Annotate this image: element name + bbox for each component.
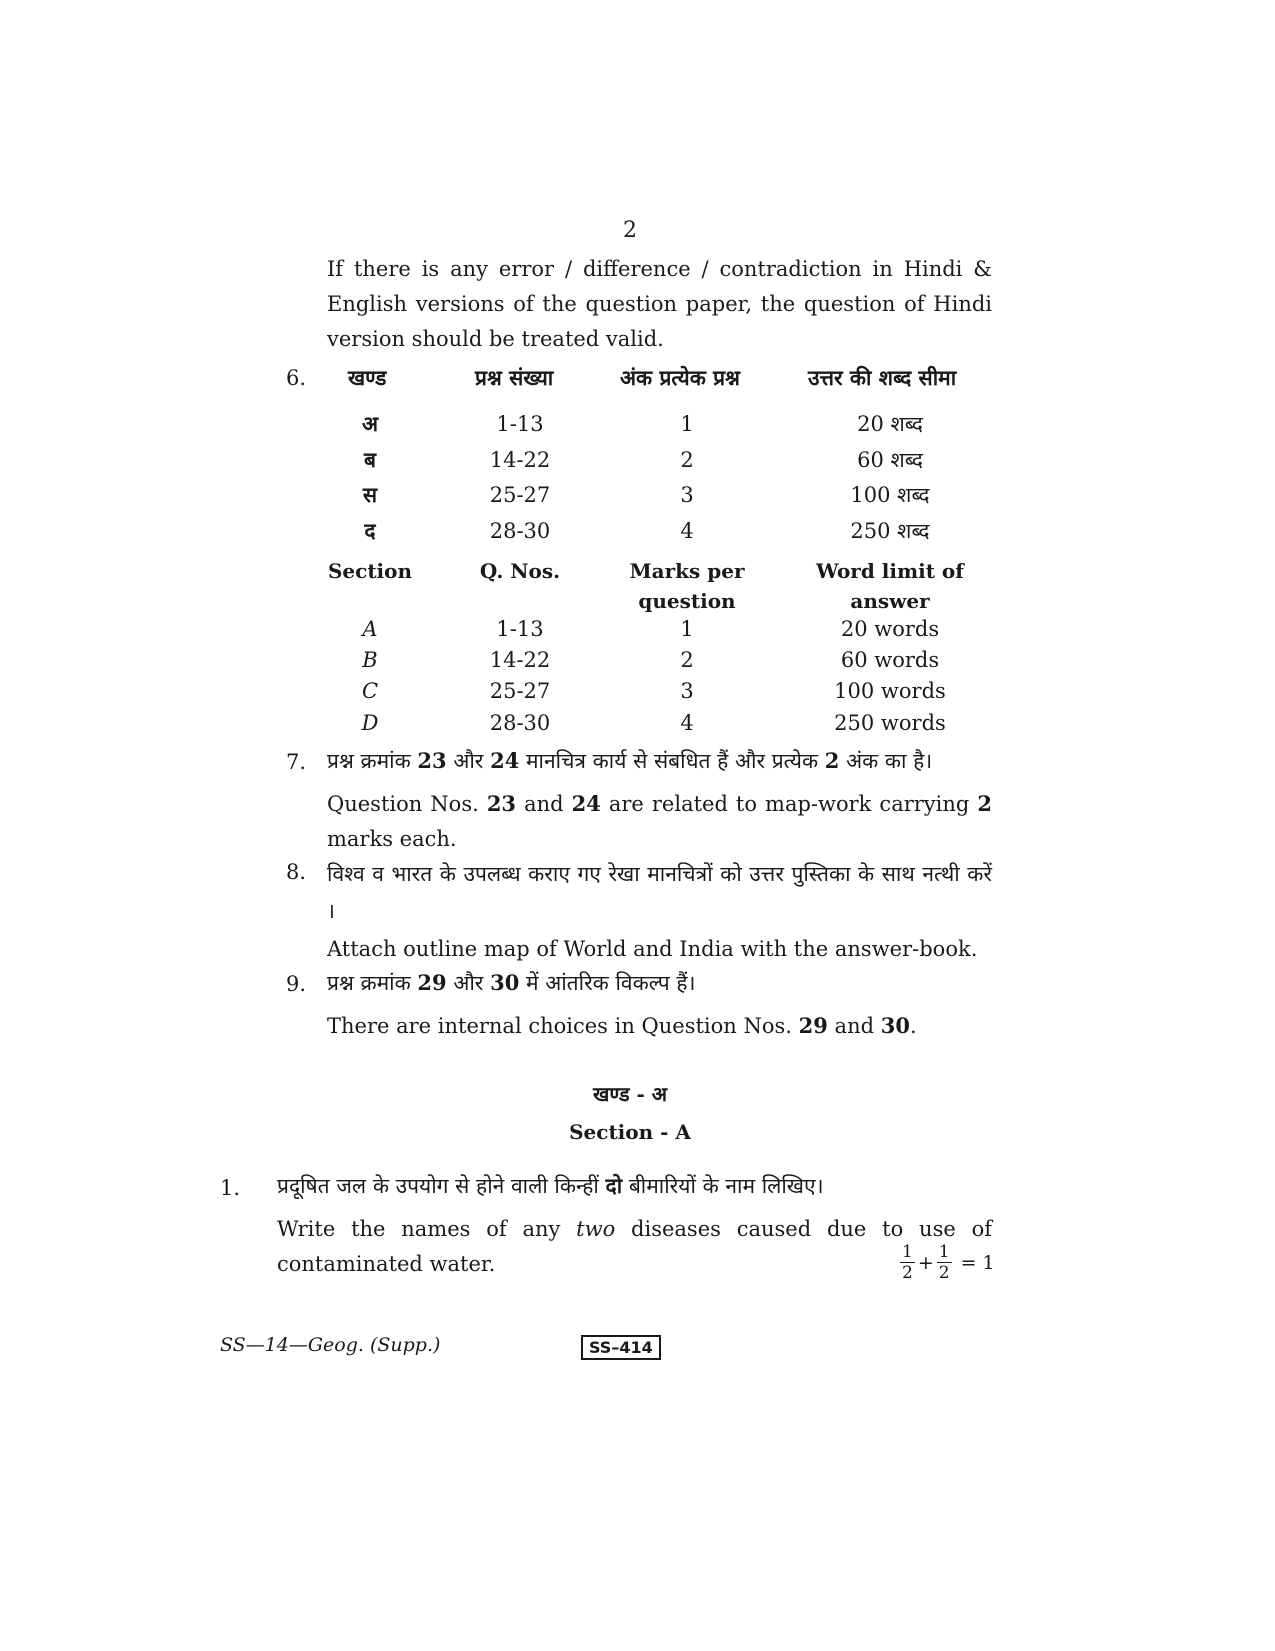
english-header-qnos: Q. Nos. xyxy=(479,559,561,583)
english-row-section: B xyxy=(362,648,378,672)
english-row-section: D xyxy=(361,711,379,735)
instruction-8-english: Attach outline map of World and India with the answer-book. xyxy=(327,937,978,961)
instruction-9-english: There are internal choices in Question Nos. 29 and 30. xyxy=(327,1013,917,1038)
half-fraction: $\frac{1}{2}$ xyxy=(902,1242,913,1283)
hindi-row-section: द xyxy=(364,518,376,543)
instruction-6-number: 6. xyxy=(286,366,307,390)
question-1-english: Write the names of any two diseases caused due to use of contaminated water. xyxy=(277,1217,992,1276)
footer-paper-code: SS–414 xyxy=(581,1335,661,1360)
english-row-qnos: 14-22 xyxy=(489,648,551,672)
english-row-word-limit: 60 words xyxy=(840,648,940,672)
half-fraction: $\frac{1}{2}$ xyxy=(938,1242,950,1283)
footer-paper-id: SS—14—Geog. (Supp.) xyxy=(220,1334,441,1356)
hindi-header-qnos: प्रश्न संख्या xyxy=(475,365,554,390)
question-1-hindi: प्रदूषित जल के उपयोग से होने वाली किन्हीं दो बीमारियों के नाम लिखिए। xyxy=(277,1173,824,1198)
question-1-marks: $\frac{1}{2}$ + $\frac{1}{2}$ = 1 xyxy=(902,1242,995,1283)
hindi-row-qnos: 28-30 xyxy=(489,519,551,543)
section-heading-english: Section - A xyxy=(569,1120,691,1144)
english-row-section: C xyxy=(361,679,379,703)
hindi-row-marks: 3 xyxy=(680,483,694,507)
english-row-marks: 2 xyxy=(680,648,694,672)
hindi-row-section: ब xyxy=(364,447,376,472)
hindi-row-qnos: 14-22 xyxy=(489,448,551,472)
page-number: 2 xyxy=(623,218,637,243)
english-row-marks: 3 xyxy=(680,679,694,703)
hindi-row-word-limit: 100 शब्द xyxy=(850,483,930,507)
english-row-marks: 4 xyxy=(680,711,694,735)
hindi-row-section: अ xyxy=(361,411,379,436)
hindi-row-marks: 1 xyxy=(680,412,694,436)
english-header-marks: Marks per question xyxy=(629,559,745,613)
instruction-7-number: 7. xyxy=(286,750,307,774)
english-header-word-limit: Word limit of answer xyxy=(816,559,964,613)
hindi-row-marks: 2 xyxy=(680,448,694,472)
english-header-section: Section xyxy=(327,559,413,583)
hindi-row-word-limit: 250 शब्द xyxy=(850,519,930,543)
language-validity-note: If there is any error / difference / contradiction in Hindi & English versions of the question paper, the question of Hindi version should be treated valid. xyxy=(327,257,992,351)
hindi-row-marks: 4 xyxy=(680,519,694,543)
hindi-row-section: स xyxy=(362,482,378,507)
hindi-header-word-limit: उत्तर की शब्द सीमा xyxy=(808,365,957,390)
english-row-qnos: 25-27 xyxy=(489,679,551,703)
hindi-row-qnos: 1-13 xyxy=(496,412,544,436)
instruction-9-hindi: प्रश्न क्रमांक 29 और 30 में आंतरिक विकल्प हैं। xyxy=(327,970,696,995)
english-row-word-limit: 20 words xyxy=(840,617,940,641)
section-heading-hindi: खण्ड - अ xyxy=(592,1082,668,1106)
hindi-row-qnos: 25-27 xyxy=(489,483,551,507)
instruction-7-hindi: प्रश्न क्रमांक 23 और 24 मानचित्र कार्य से संबधित हैं और प्रत्येक 2 अंक का है। xyxy=(327,748,933,773)
hindi-header-section: खण्ड xyxy=(348,365,387,390)
english-row-word-limit: 100 words xyxy=(834,679,946,703)
english-row-marks: 1 xyxy=(680,617,694,641)
hindi-header-marks: अंक प्रत्येक प्रश्न xyxy=(620,365,740,390)
hindi-row-word-limit: 20 शब्द xyxy=(857,412,923,436)
instruction-8-hindi: विश्व व भारत के उपलब्ध कराए गए रेखा मानचित्रों को उत्तर पुस्तिका के साथ नत्थी करें । xyxy=(327,862,992,923)
hindi-row-word-limit: 60 शब्द xyxy=(857,448,923,472)
english-row-qnos: 28-30 xyxy=(489,711,551,735)
instruction-9-number: 9. xyxy=(286,972,307,996)
instruction-7-english: Question Nos. 23 and 24 are related to map-work carrying 2 marks each. xyxy=(327,791,992,851)
instruction-8-number: 8. xyxy=(286,860,307,884)
english-row-section: A xyxy=(362,617,378,641)
english-row-word-limit: 250 words xyxy=(834,711,946,735)
question-1-number: 1. xyxy=(220,1176,241,1200)
english-row-qnos: 1-13 xyxy=(496,617,544,641)
